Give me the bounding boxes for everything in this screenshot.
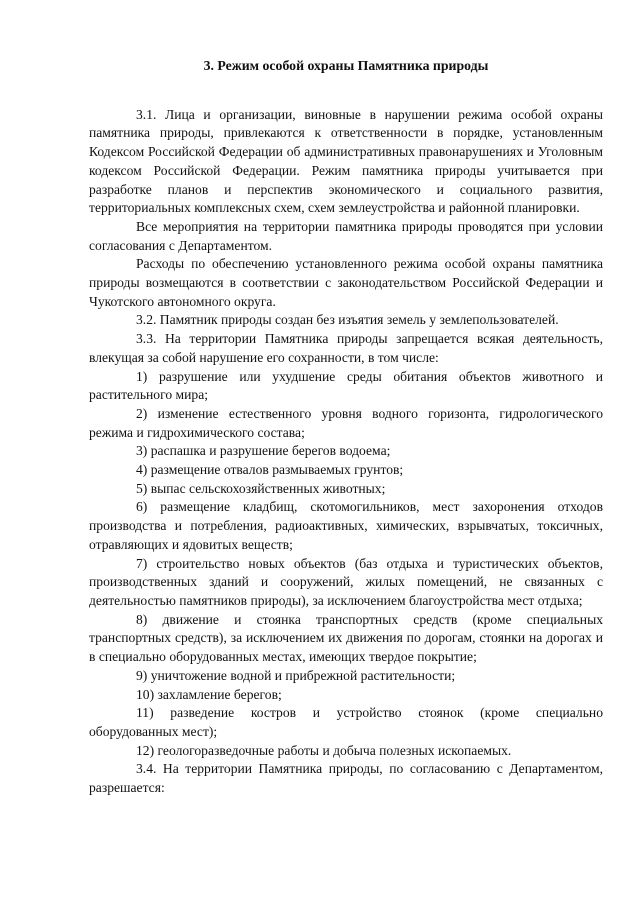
list-item-8: 8) движение и стоянка транспортных средств (кроме специальных транспортных средств), за исключением их движения по дорогам, стоянки на дорогах и в специально оборудованных местах, имеющих твердое покрытие;	[89, 611, 603, 665]
list-item-5: 5) выпас сельскохозяйственных животных;	[136, 480, 386, 496]
document-page	[89, 57, 603, 798]
list-item-11: 11) разведение костров и устройство стоянок (кроме специально оборудованных мест);	[89, 705, 603, 739]
paragraph-3-3: 3.3. На территории Памятника природы запрещается всякая деятельность, влекущая за собой нарушение его сохранности, в том числе:	[89, 331, 603, 365]
list-item-9: 9) уничтожение водной и прибрежной растительности;	[136, 667, 456, 683]
list-item-4: 4) размещение отвалов размываемых грунтов;	[136, 462, 404, 478]
section-title: 3. Режим особой охраны Памятника природы	[203, 58, 489, 73]
list-item-7: 7) строительство новых объектов (баз отдыха и туристических объектов, производственных зданий и сооружений, жилых помещений, не связанных с деятельностью памятников природы), за исключением благоустройства мест отдыха;	[89, 555, 603, 608]
list-item-1: 1) разрушение или ухудшение среды обитания объектов животного и растительного мира;	[89, 368, 603, 403]
paragraph-3-2: 3.2. Памятник природы создан без изъятия земель у землепользователей.	[136, 312, 559, 328]
paragraph-3-4: 3.4. На территории Памятника природы, по согласованию с Департаментом, разрешается:	[89, 761, 603, 796]
paragraph-expenses: Расходы по обеспечению установленного режима особой охраны памятника природы возмещаются в соответствии с законодательством Российской Федерации и Чукотского автономного округа.	[89, 256, 603, 309]
list-item-6: 6) размещение кладбищ, скотомогильников, мест захоронения отходов производства и потребления, радиоактивных, химических, взрывчатых, токсичных, отравляющих и ядовитых веществ;	[89, 499, 603, 552]
paragraph-3-1: 3.1. Лица и организации, виновные в нарушении режима особой охраны памятника природы, привлекаются к ответственности в порядке, установленным Кодексом Российской Федерации об административных правонарушениях и Уголовным кодексом Российской Федерации. Режим памятника природы учитывается при разработке планов и перспектив экономического и социального развития, территориальных комплексных схем, схем землеустройства и районной планировки.	[89, 106, 603, 216]
list-item-10: 10) захламление берегов;	[136, 686, 282, 702]
list-item-12: 12) геологоразведочные работы и добыча полезных ископаемых.	[136, 742, 512, 758]
list-item-2: 2) изменение естественного уровня водного горизонта, гидрологического режима и гидрохимического состава;	[89, 405, 603, 440]
list-item-3: 3) распашка и разрушение берегов водоема;	[136, 443, 391, 459]
paragraph-coordination: Все мероприятия на территории памятника природы проводятся при условии согласования с Департаментом.	[89, 218, 603, 253]
